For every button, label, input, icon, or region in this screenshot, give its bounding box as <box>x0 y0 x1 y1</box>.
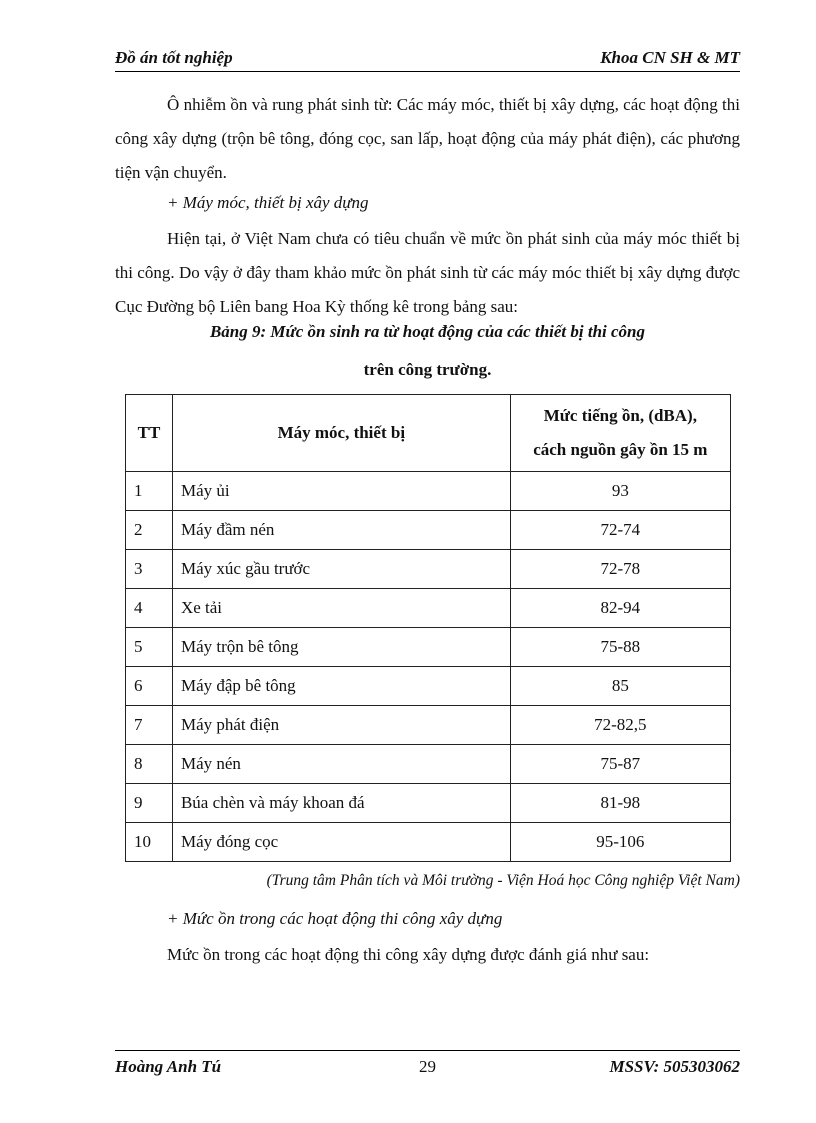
row-noise: 75-88 <box>510 628 730 667</box>
row-tt: 4 <box>126 589 173 628</box>
page-footer <box>115 1050 740 1081</box>
table-header-row <box>126 395 731 472</box>
table-row <box>126 589 731 628</box>
paragraph-intro: Ô nhiễm ồn và rung phát sinh từ: Các máy móc, thiết bị xây dựng, các hoạt động thi công xây dựng (trộn bê tông, đóng cọc, san lấp, hoạt động của máy phát điện), các phương tiện vận chuyển. <box>115 95 740 182</box>
footer-author: Hoàng Anh Tú <box>115 1057 222 1076</box>
table-row <box>126 667 731 706</box>
row-tt: 1 <box>126 472 173 511</box>
subheading-equipment: + Máy móc, thiết bị xây dựng <box>167 193 369 212</box>
table-caption-line2: trên công trường. <box>363 360 492 379</box>
row-noise: 72-78 <box>510 550 730 589</box>
table-row <box>126 550 731 589</box>
row-noise: 82-94 <box>510 589 730 628</box>
header-title: Đồ án tốt nghiệp <box>115 48 233 67</box>
table-row <box>126 823 731 862</box>
table-row <box>126 745 731 784</box>
table-row <box>126 784 731 823</box>
table-row <box>126 511 731 550</box>
header-noise-line1: Mức tiếng ồn, (dBA), <box>543 406 697 425</box>
header-device: Máy móc, thiết bị <box>172 395 510 472</box>
row-device: Máy đóng cọc <box>172 823 510 862</box>
row-tt: 7 <box>126 706 173 745</box>
row-tt: 10 <box>126 823 173 862</box>
row-device: Máy đập bê tông <box>172 667 510 706</box>
row-noise: 95-106 <box>510 823 730 862</box>
header-tt: TT <box>126 395 173 472</box>
row-device: Máy trộn bê tông <box>172 628 510 667</box>
row-device: Búa chèn và máy khoan đá <box>172 784 510 823</box>
row-noise: 81-98 <box>510 784 730 823</box>
page-number: 29 <box>419 1057 436 1076</box>
table-row <box>126 472 731 511</box>
header-noise <box>510 395 730 472</box>
table-row <box>126 628 731 667</box>
row-tt: 9 <box>126 784 173 823</box>
row-noise: 93 <box>510 472 730 511</box>
row-tt: 6 <box>126 667 173 706</box>
noise-table <box>125 394 731 862</box>
row-noise: 72-74 <box>510 511 730 550</box>
footer-student-id: MSSV: 505303062 <box>609 1057 740 1076</box>
row-device: Máy xúc gầu trước <box>172 550 510 589</box>
row-tt: 8 <box>126 745 173 784</box>
row-device: Xe tải <box>172 589 510 628</box>
header-noise-line2: cách nguồn gây ồn 15 m <box>533 440 708 459</box>
row-device: Máy ủi <box>172 472 510 511</box>
page-header <box>115 47 740 72</box>
row-device: Máy phát điện <box>172 706 510 745</box>
table-row <box>126 706 731 745</box>
row-tt: 5 <box>126 628 173 667</box>
row-device: Máy đầm nén <box>172 511 510 550</box>
row-noise: 85 <box>510 667 730 706</box>
subheading-construction-noise: + Mức ồn trong các hoạt động thi công xây dựng <box>167 909 503 928</box>
header-faculty: Khoa CN SH & MT <box>600 48 740 67</box>
row-device: Máy nén <box>172 745 510 784</box>
paragraph-evaluation: Mức ồn trong các hoạt động thi công xây dựng được đánh giá như sau: <box>167 945 650 964</box>
row-noise: 75-87 <box>510 745 730 784</box>
table-source-note: (Trung tâm Phân tích và Môi trường - Viện Hoá học Công nghiệp Việt Nam) <box>266 872 740 889</box>
row-noise: 72-82,5 <box>510 706 730 745</box>
row-tt: 3 <box>126 550 173 589</box>
paragraph-standards: Hiện tại, ở Việt Nam chưa có tiêu chuẩn về mức ồn phát sinh của máy móc thiết bị thi công. Do vậy ở đây tham khảo mức ồn phát sinh từ các máy móc thiết bị xây dựng được Cục Đường bộ Liên bang Hoa Kỳ thống kê trong bảng sau: <box>115 229 740 316</box>
row-tt: 2 <box>126 511 173 550</box>
table-caption-line1: Bảng 9: Mức ồn sinh ra từ hoạt động của các thiết bị thi công <box>209 322 646 341</box>
